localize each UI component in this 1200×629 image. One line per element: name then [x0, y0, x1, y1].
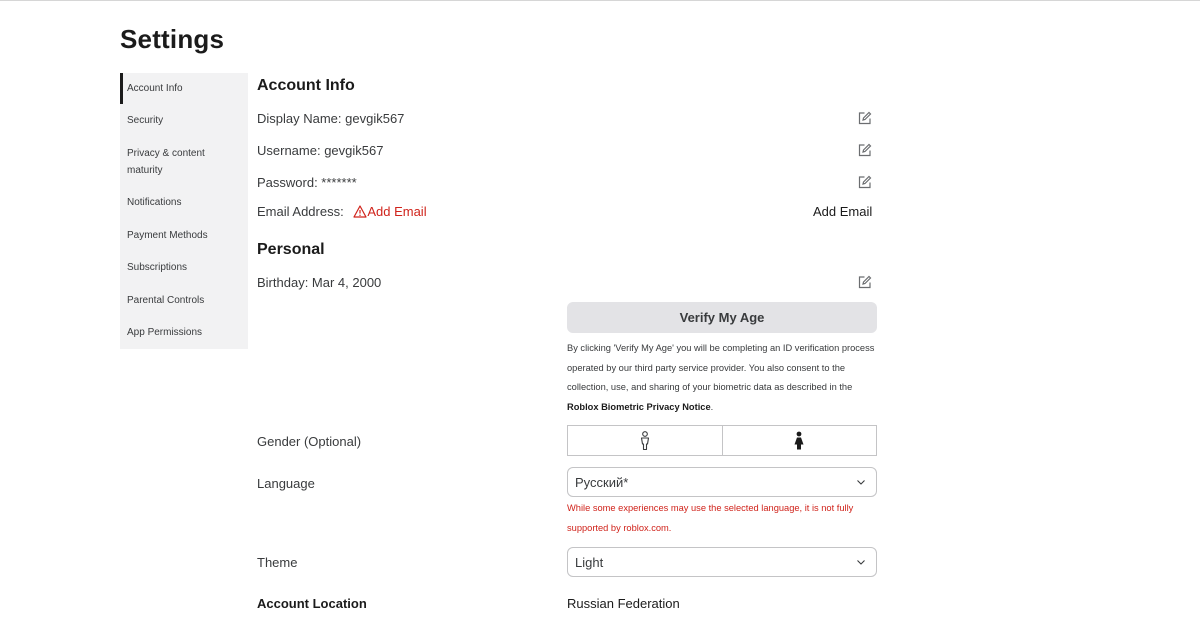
page-title: Settings: [120, 24, 225, 54]
sidebar-item-account-info[interactable]: Account Info: [127, 83, 183, 94]
theme-select[interactable]: [567, 547, 877, 577]
verify-my-age-button[interactable]: Verify My Age: [567, 302, 877, 333]
chevron-down-icon: [856, 477, 866, 487]
theme-label: Theme: [257, 555, 298, 570]
warning-icon: [353, 205, 367, 218]
sidebar-item-parental-controls[interactable]: Parental Controls: [127, 295, 205, 306]
sidebar-item-privacy[interactable]: Privacy & content maturity: [127, 148, 205, 176]
sidebar-item-notifications[interactable]: Notifications: [127, 197, 182, 208]
settings-sidebar: [120, 73, 248, 349]
email-warning-text: Add Email: [367, 204, 427, 219]
edit-username-icon[interactable]: [858, 143, 872, 157]
male-icon: [639, 431, 651, 451]
edit-birthday-icon[interactable]: [858, 275, 872, 289]
account-location-label: Account Location: [257, 596, 367, 611]
account-location-value: Russian Federation: [567, 596, 680, 611]
gender-selector: [567, 425, 877, 456]
birthday-row: Birthday: Mar 4, 2000: [257, 275, 382, 290]
disclaimer-end: .: [710, 401, 714, 412]
language-label: Language: [257, 476, 315, 491]
sidebar-item-payment-methods[interactable]: Payment Methods: [127, 230, 208, 241]
language-warning: While some experiences may use the selected language, it is not fully supported by roblox.com.: [567, 503, 854, 533]
gender-label: Gender (Optional): [257, 434, 362, 449]
language-select[interactable]: [567, 467, 877, 497]
top-divider: [0, 0, 1200, 1]
edit-display-name-icon[interactable]: [858, 111, 872, 125]
edit-password-icon[interactable]: [858, 175, 872, 189]
verify-age-disclaimer: [567, 339, 885, 417]
display-name-row: Display Name: gevgik567: [257, 111, 405, 126]
female-icon: [793, 431, 805, 451]
password-row: Password: *******: [257, 175, 357, 190]
chevron-down-icon: [856, 557, 866, 567]
theme-value: Light: [575, 555, 604, 570]
username-row: Username: gevgik567: [257, 143, 384, 158]
biometric-privacy-link[interactable]: Roblox Biometric Privacy Notice: [567, 401, 711, 412]
account-info-heading: Account Info: [257, 77, 355, 94]
active-indicator: [120, 73, 123, 104]
language-value: Русский*: [575, 475, 629, 490]
disclaimer-text: By clicking 'Verify My Age' you will be completing an ID verification process operated by our third party service provider. You also consent to the collection, use, and sharing of your biometric data as described in the: [567, 343, 875, 392]
sidebar-item-security[interactable]: Security: [127, 115, 164, 126]
sidebar-item-app-permissions[interactable]: App Permissions: [127, 327, 203, 338]
email-row: [257, 204, 427, 219]
email-label: Email Address:: [257, 204, 344, 219]
personal-heading: Personal: [257, 241, 325, 258]
gender-male-option[interactable]: [568, 426, 722, 455]
sidebar-item-subscriptions[interactable]: Subscriptions: [127, 262, 188, 273]
gender-female-option[interactable]: [722, 426, 877, 455]
add-email-button[interactable]: Add Email: [813, 204, 873, 219]
